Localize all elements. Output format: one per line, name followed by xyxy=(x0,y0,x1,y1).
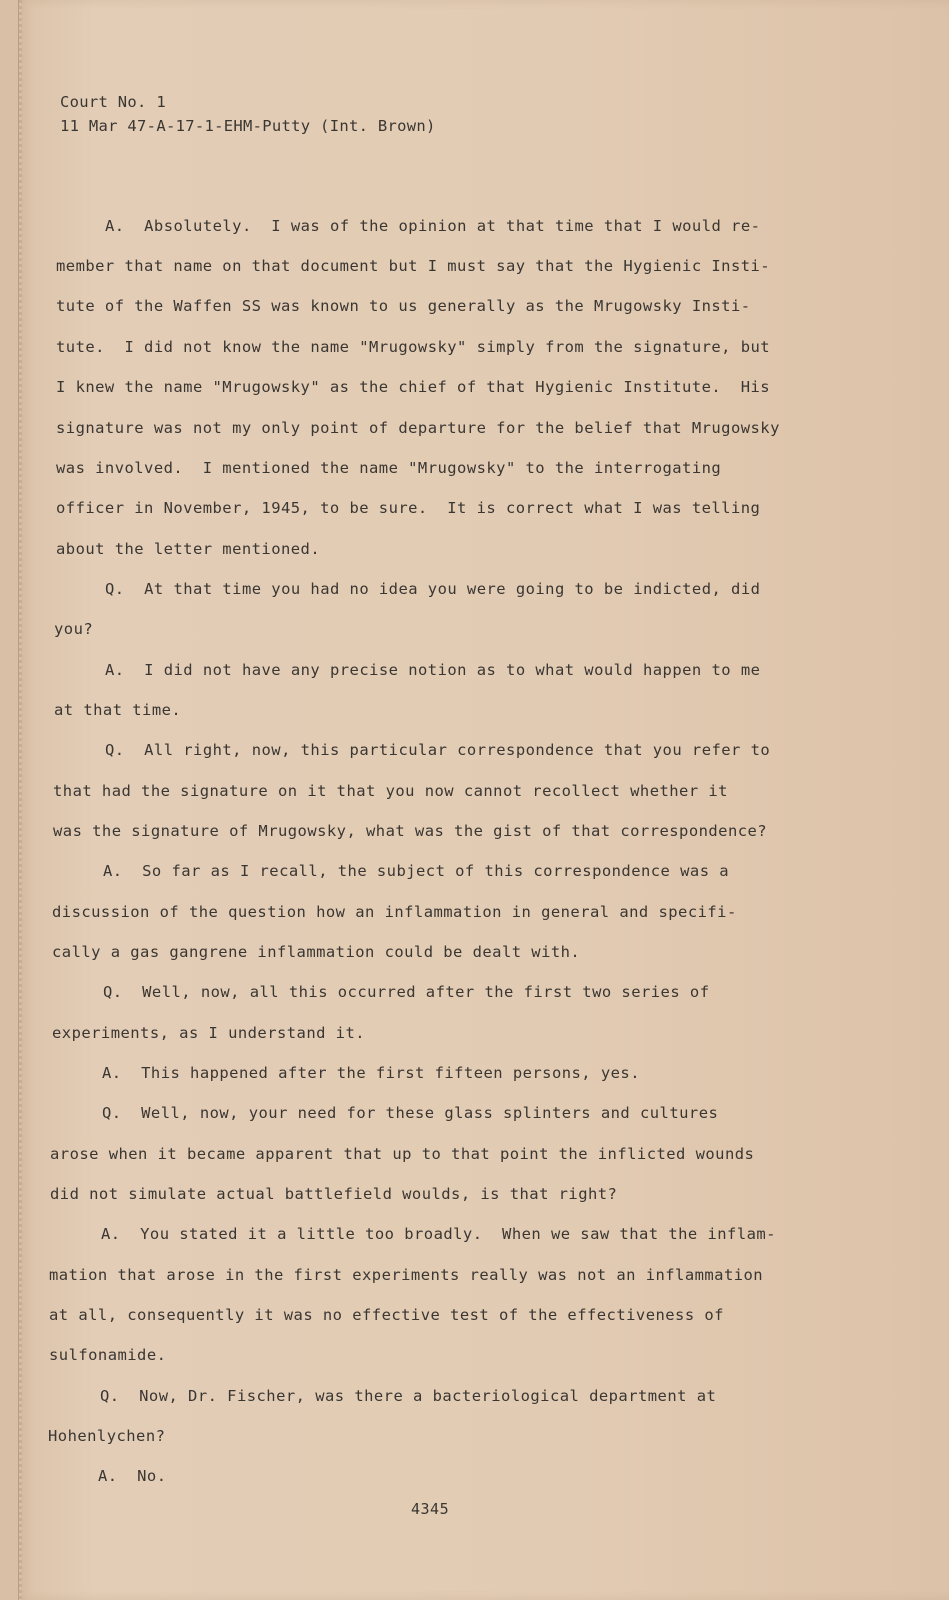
transcript-line: at all, consequently it was no effective test of the effectiveness of xyxy=(49,1306,724,1324)
transcript-line: that had the signature on it that you now cannot recollect whether it xyxy=(53,782,728,800)
page-number: 4345 xyxy=(411,1500,450,1518)
transcript-line: Q. Well, now, your need for these glass splinters and cultures xyxy=(102,1104,719,1122)
transcript-line: A. Absolutely. I was of the opinion at that time that I would re- xyxy=(105,217,761,235)
transcript-line: Q. Now, Dr. Fischer, was there a bacteriological department at xyxy=(100,1387,717,1405)
transcript-line: sulfonamide. xyxy=(49,1346,167,1364)
transcript-line: was the signature of Mrugowsky, what was the gist of that correspondence? xyxy=(53,822,768,840)
transcript-line: officer in November, 1945, to be sure. It is correct what I was telling xyxy=(56,499,761,517)
transcript-line: Q. At that time you had no idea you were going to be indicted, did xyxy=(105,580,761,598)
transcript-line: you? xyxy=(54,620,94,638)
transcript-line: about the letter mentioned. xyxy=(56,540,321,558)
transcript-line: signature was not my only point of departure for the belief that Mrugowsky xyxy=(56,419,780,437)
document-header xyxy=(60,90,436,138)
transcript-line: arose when it became apparent that up to that point the inflicted wounds xyxy=(50,1145,755,1163)
transcript-line: tute. I did not know the name "Mrugowsky" simply from the signature, but xyxy=(56,338,771,356)
transcript-line: experiments, as I understand it. xyxy=(52,1024,366,1042)
transcript-line: cally a gas gangrene inflammation could be dealt with. xyxy=(52,943,581,961)
transcript-line: A. No. xyxy=(98,1467,167,1485)
transcript-line: was involved. I mentioned the name "Mrugowsky" to the interrogating xyxy=(56,459,722,477)
transcript-line: discussion of the question how an inflammation in general and specifi- xyxy=(52,903,737,921)
transcript-line: A. I did not have any precise notion as to what would happen to me xyxy=(105,661,761,679)
transcript-line: tute of the Waffen SS was known to us generally as the Mrugowsky Insti- xyxy=(56,297,751,315)
transcript-line: A. You stated it a little too broadly. When we saw that the inflam- xyxy=(101,1225,776,1243)
transcript-line: I knew the name "Mrugowsky" as the chief of that Hygienic Institute. His xyxy=(56,378,771,396)
court-number: Court No. 1 xyxy=(60,93,166,111)
transcript-line: member that name on that document but I must say that the Hygienic Insti- xyxy=(56,257,771,275)
transcript-line: at that time. xyxy=(54,701,182,719)
transcript-line: Hohenlychen? xyxy=(48,1427,166,1445)
transcript-line: A. This happened after the first fifteen persons, yes. xyxy=(102,1064,640,1082)
transcript-line: did not simulate actual battlefield woulds, is that right? xyxy=(50,1185,618,1203)
transcript-line: Q. All right, now, this particular correspondence that you refer to xyxy=(105,741,771,759)
page-edge xyxy=(19,0,22,1600)
transcript-line: A. So far as I recall, the subject of this correspondence was a xyxy=(103,862,730,880)
session-reference: 11 Mar 47-A-17-1-EHM-Putty (Int. Brown) xyxy=(60,117,436,135)
transcript-line: Q. Well, now, all this occurred after the first two series of xyxy=(103,983,710,1001)
transcript-line: mation that arose in the first experiments really was not an inflammation xyxy=(49,1266,764,1284)
